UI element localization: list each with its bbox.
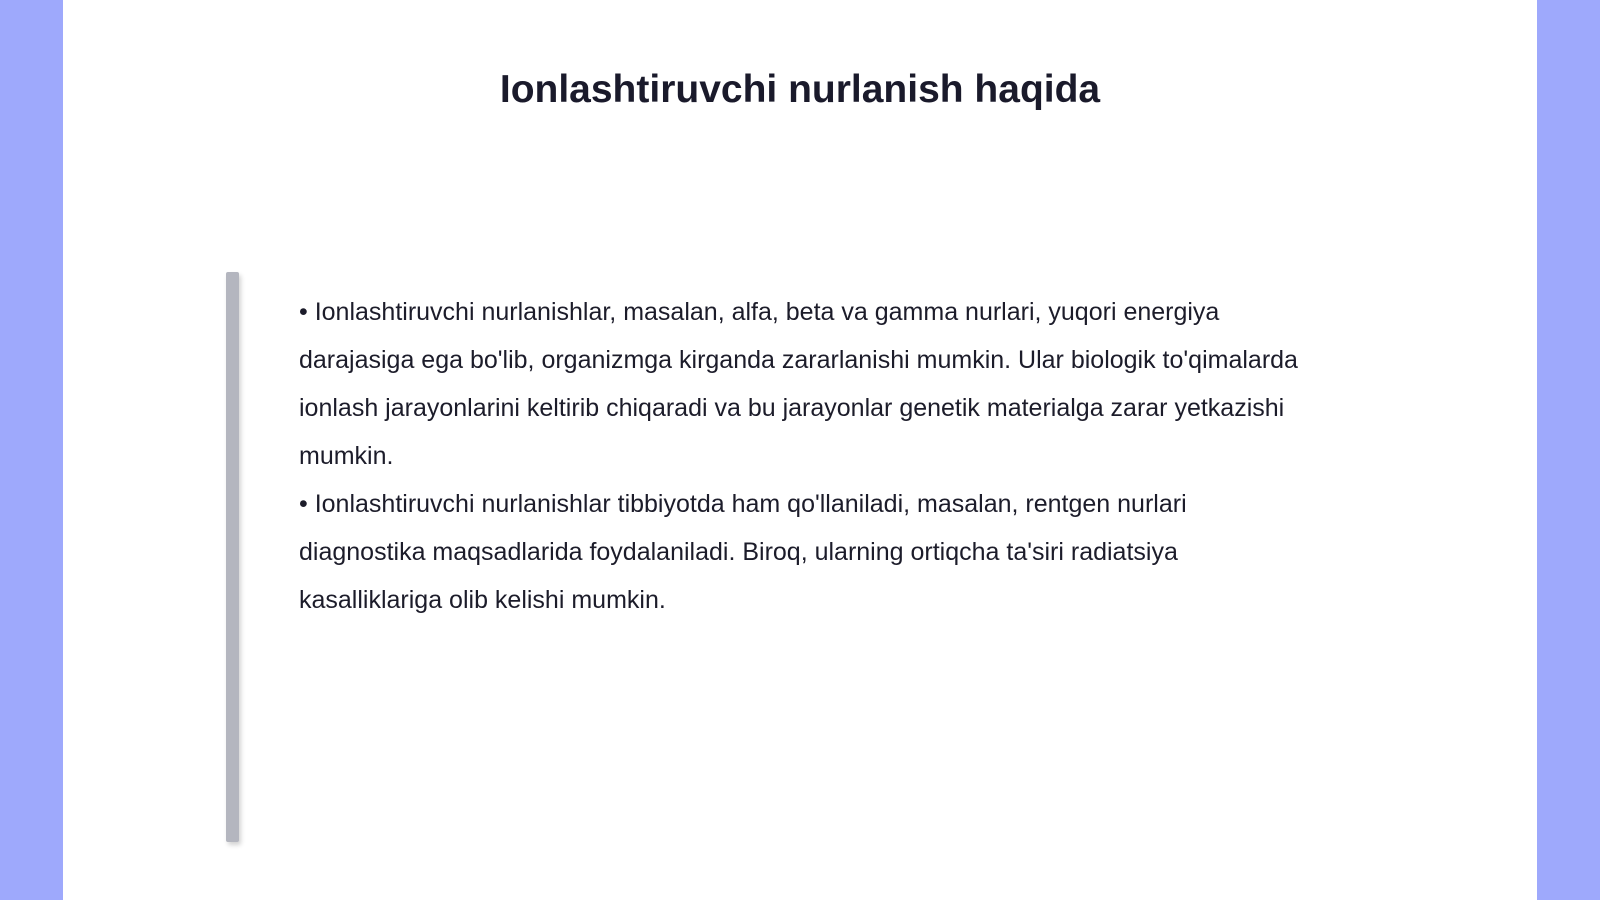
- bullet-paragraph: • Ionlashtiruvchi nurlanishlar tibbiyotda ham qo'llaniladi, masalan, rentgen nurlari diagnostika maqsadlarida foydalaniladi. Biroq, ularning ortiqcha ta'siri radiatsiya kasalliklariga olib kelishi mumkin.: [299, 490, 1187, 614]
- bullet-paragraph: • Ionlashtiruvchi nurlanishlar, masalan, alfa, beta va gamma nurlari, yuqori energiya darajasiga ega bo'lib, organizmga kirganda zararlanishi mumkin. Ular biologik to'qimalarda ionlash jarayonlarini keltirib chiqaradi va bu jarayonlar genetik materialga zarar yetkazishi mumkin.: [299, 298, 1298, 470]
- slide: [63, 0, 1537, 900]
- slide-content: [299, 288, 1299, 624]
- slide-title: Ionlashtiruvchi nurlanish haqida: [499, 68, 1101, 111]
- accent-bar: [226, 272, 239, 842]
